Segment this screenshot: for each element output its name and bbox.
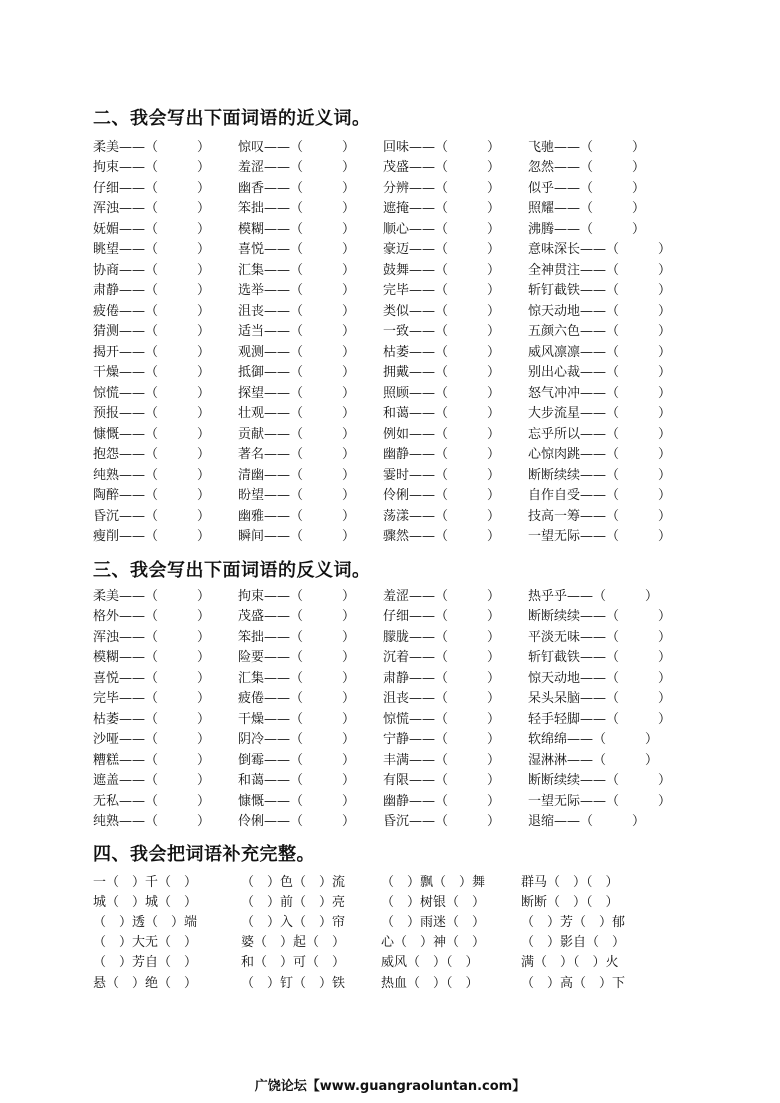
exercise-item: （ ）芳自（ ） (93, 955, 198, 971)
exercise-item: 枯萎——（ ） (93, 711, 211, 727)
exercise-item: 五颜六色——（ ） (528, 324, 672, 340)
exercise-item: 喜悦——（ ） (93, 670, 211, 686)
synonym-row (93, 422, 723, 443)
exercise-item: 惊天动地——（ ） (528, 303, 672, 319)
exercise-item: （ ）影自（ ） (521, 935, 626, 951)
exercise-item: 汇集——（ ） (238, 670, 356, 686)
exercise-item: 照顾——（ ） (383, 385, 501, 401)
exercise-item: 满（ ）（ ）火 (521, 955, 619, 971)
exercise-item: 霎时——（ ） (383, 467, 501, 483)
synonym-row (93, 381, 723, 402)
exercise-item: 技高一筹——（ ） (528, 508, 672, 524)
exercise-item: （ ）高（ ）下 (521, 975, 626, 991)
exercise-item: 贡献——（ ） (238, 426, 356, 442)
antonym-row (93, 707, 723, 728)
exercise-item: 壮观——（ ） (238, 406, 356, 422)
exercise-item: 一（ ）千（ ） (93, 874, 198, 890)
exercise-item: 预报——（ ） (93, 406, 211, 422)
exercise-item: 和蔼——（ ） (238, 773, 356, 789)
antonym-row (93, 605, 723, 626)
synonym-row (93, 279, 723, 300)
exercise-item: 似乎——（ ） (528, 180, 646, 196)
exercise-item: 忽然——（ ） (528, 160, 646, 176)
exercise-item: （ ）芳（ ）郁 (521, 914, 626, 930)
antonym-row (93, 748, 723, 769)
exercise-item: 飞驰——（ ） (528, 139, 646, 155)
exercise-item: 险要——（ ） (238, 650, 356, 666)
synonym-grid (93, 135, 723, 545)
exercise-item: 和蔼——（ ） (383, 406, 501, 422)
section-title-synonyms: 二、我会写出下面词语的近义词。 (93, 108, 371, 129)
synonym-row (93, 443, 723, 464)
synonym-row (93, 525, 723, 546)
exercise-item: 茂盛——（ ） (238, 609, 356, 625)
page-footer: 广饶论坛【www.guangraoluntan.com】 (254, 1079, 526, 1094)
exercise-item: 威风凛凛——（ ） (528, 344, 672, 360)
exercise-item: 类似——（ ） (383, 303, 501, 319)
exercise-item: 大步流星——（ ） (528, 406, 672, 422)
exercise-item: 照耀——（ ） (528, 201, 646, 217)
exercise-item: 阴冷——（ ） (238, 732, 356, 748)
exercise-item: 喜悦——（ ） (238, 242, 356, 258)
synonym-row (93, 484, 723, 505)
exercise-item: 茂盛——（ ） (383, 160, 501, 176)
exercise-item: 例如——（ ） (383, 426, 501, 442)
exercise-item: 羞涩——（ ） (238, 160, 356, 176)
exercise-item: 惊叹——（ ） (238, 139, 356, 155)
exercise-item: 清幽——（ ） (238, 467, 356, 483)
exercise-item: （ ）雨迷（ ） (381, 914, 486, 930)
synonym-row (93, 361, 723, 382)
exercise-item: 浑浊——（ ） (93, 201, 211, 217)
synonym-row (93, 156, 723, 177)
synonym-row (93, 463, 723, 484)
exercise-item: 城（ ）城（ ） (93, 894, 198, 910)
exercise-item: 伶俐——（ ） (238, 814, 356, 830)
exercise-item: 协商——（ ） (93, 262, 211, 278)
exercise-item: （ ）前（ ）亮 (241, 894, 346, 910)
exercise-item: 观测——（ ） (238, 344, 356, 360)
exercise-item: 退缩——（ ） (528, 814, 646, 830)
exercise-item: 惊慌——（ ） (93, 385, 211, 401)
exercise-item: 伶俐——（ ） (383, 488, 501, 504)
exercise-item: 呆头呆脑——（ ） (528, 691, 672, 707)
exercise-item: 丰满——（ ） (383, 752, 501, 768)
fill-in-row (93, 951, 693, 971)
exercise-item: 自作自受——（ ） (528, 488, 672, 504)
synonym-row (93, 299, 723, 320)
exercise-item: 心（ ）神（ ） (381, 935, 486, 951)
exercise-item: 遮掩——（ ） (383, 201, 501, 217)
exercise-item: 全神贯注——（ ） (528, 262, 672, 278)
exercise-item: 探望——（ ） (238, 385, 356, 401)
exercise-item: 拥戴——（ ） (383, 365, 501, 381)
exercise-item: （ ）入（ ）帘 (241, 914, 346, 930)
exercise-item: 斩钉截铁——（ ） (528, 650, 672, 666)
antonym-row (93, 769, 723, 790)
exercise-item: 仔细——（ ） (93, 180, 211, 196)
exercise-item: 婆（ ）起（ ） (241, 935, 346, 951)
exercise-item: 朦胧——（ ） (383, 629, 501, 645)
exercise-item: 慷慨——（ ） (238, 793, 356, 809)
exercise-item: 完毕——（ ） (93, 691, 211, 707)
synonym-row (93, 402, 723, 423)
antonym-row (93, 646, 723, 667)
fill-in-row (93, 931, 693, 951)
exercise-item: 幽雅——（ ） (238, 508, 356, 524)
exercise-item: 笨拙——（ ） (238, 201, 356, 217)
exercise-item: 鼓舞——（ ） (383, 262, 501, 278)
exercise-item: 拘束——（ ） (238, 588, 356, 604)
exercise-item: 猜测——（ ） (93, 324, 211, 340)
exercise-item: 倒霉——（ ） (238, 752, 356, 768)
exercise-item: （ ）树银（ ） (381, 894, 486, 910)
exercise-item: 断断续续——（ ） (528, 467, 672, 483)
exercise-item: 沸腾——（ ） (528, 221, 646, 237)
exercise-item: 轻手轻脚——（ ） (528, 711, 672, 727)
exercise-item: 沮丧——（ ） (238, 303, 356, 319)
exercise-item: 幽静——（ ） (383, 793, 501, 809)
exercise-item: 著名——（ ） (238, 447, 356, 463)
fill-in-row (93, 870, 693, 890)
synonym-row (93, 238, 723, 259)
exercise-item: 纯熟——（ ） (93, 467, 211, 483)
exercise-item: 热血（ ）（ ） (381, 975, 479, 991)
synonym-row (93, 320, 723, 341)
exercise-item: 忘乎所以——（ ） (528, 426, 672, 442)
exercise-item: （ ）大无（ ） (93, 935, 198, 951)
exercise-item: 怒气冲冲——（ ） (528, 385, 672, 401)
exercise-item: 仔细——（ ） (383, 609, 501, 625)
exercise-item: 枯萎——（ ） (383, 344, 501, 360)
exercise-item: 惊慌——（ ） (383, 711, 501, 727)
exercise-item: 肃静——（ ） (383, 670, 501, 686)
exercise-item: 心惊肉跳——（ ） (528, 447, 672, 463)
exercise-item: 威风（ ）（ ） (381, 955, 479, 971)
exercise-item: 断断续续——（ ） (528, 773, 672, 789)
synonym-row (93, 135, 723, 156)
synonym-row (93, 217, 723, 238)
section-title-fill-in: 四、我会把词语补充完整。 (93, 844, 315, 865)
exercise-item: 断断（ ）（ ） (521, 894, 619, 910)
exercise-item: （ ）钉（ ）铁 (241, 975, 346, 991)
exercise-item: 一望无际——（ ） (528, 529, 672, 545)
exercise-item: 幽香——（ ） (238, 180, 356, 196)
exercise-item: 昏沉——（ ） (93, 508, 211, 524)
exercise-item: 平淡无味——（ ） (528, 629, 672, 645)
exercise-item: 疲倦——（ ） (238, 691, 356, 707)
exercise-item: 完毕——（ ） (383, 283, 501, 299)
exercise-item: （ ）飘（ ）舞 (381, 874, 486, 890)
exercise-item: 回味——（ ） (383, 139, 501, 155)
antonym-row (93, 666, 723, 687)
antonym-grid (93, 584, 723, 830)
exercise-item: 柔美——（ ） (93, 588, 211, 604)
exercise-item: 热乎乎——（ ） (528, 588, 659, 604)
exercise-item: 模糊——（ ） (93, 650, 211, 666)
antonym-row (93, 810, 723, 831)
exercise-item: 斩钉截铁——（ ） (528, 283, 672, 299)
exercise-item: 抵御——（ ） (238, 365, 356, 381)
exercise-item: 别出心裁——（ ） (528, 365, 672, 381)
synonym-row (93, 258, 723, 279)
exercise-item: 一致——（ ） (383, 324, 501, 340)
antonym-row (93, 625, 723, 646)
exercise-item: 和（ ）可（ ） (241, 955, 346, 971)
exercise-item: 沉着——（ ） (383, 650, 501, 666)
exercise-item: 格外——（ ） (93, 609, 211, 625)
exercise-item: 柔美——（ ） (93, 139, 211, 155)
exercise-item: 有限——（ ） (383, 773, 501, 789)
exercise-item: 抱怨——（ ） (93, 447, 211, 463)
exercise-item: 糟糕——（ ） (93, 752, 211, 768)
exercise-item: 瘦削——（ ） (93, 529, 211, 545)
exercise-item: 无私——（ ） (93, 793, 211, 809)
fill-in-row (93, 890, 693, 910)
section-title-antonyms: 三、我会写出下面词语的反义词。 (93, 560, 371, 581)
fill-in-grid (93, 870, 693, 991)
exercise-item: 眺望——（ ） (93, 242, 211, 258)
exercise-item: 荡漾——（ ） (383, 508, 501, 524)
exercise-item: 选举——（ ） (238, 283, 356, 299)
exercise-item: 适当——（ ） (238, 324, 356, 340)
exercise-item: 揭开——（ ） (93, 344, 211, 360)
exercise-item: 盼望——（ ） (238, 488, 356, 504)
exercise-item: 纯熟——（ ） (93, 814, 211, 830)
exercise-item: 悬（ ）绝（ ） (93, 975, 198, 991)
exercise-item: （ ）透（ ）端 (93, 914, 198, 930)
exercise-item: 豪迈——（ ） (383, 242, 501, 258)
exercise-item: 分辨——（ ） (383, 180, 501, 196)
exercise-item: 群马（ ）（ ） (521, 874, 619, 890)
exercise-item: 遮盖——（ ） (93, 773, 211, 789)
exercise-item: （ ）色（ ）流 (241, 874, 346, 890)
antonym-row (93, 687, 723, 708)
exercise-item: 妩媚——（ ） (93, 221, 211, 237)
exercise-item: 一望无际——（ ） (528, 793, 672, 809)
fill-in-row (93, 971, 693, 991)
exercise-item: 浑浊——（ ） (93, 629, 211, 645)
synonym-row (93, 176, 723, 197)
exercise-item: 疲倦——（ ） (93, 303, 211, 319)
exercise-item: 断断续续——（ ） (528, 609, 672, 625)
fill-in-row (93, 910, 693, 930)
synonym-row (93, 504, 723, 525)
exercise-item: 意味深长——（ ） (528, 242, 672, 258)
antonym-row (93, 789, 723, 810)
exercise-item: 顺心——（ ） (383, 221, 501, 237)
exercise-item: 干燥——（ ） (93, 365, 211, 381)
exercise-item: 湿淋淋——（ ） (528, 752, 659, 768)
antonym-row (93, 728, 723, 749)
exercise-item: 幽静——（ ） (383, 447, 501, 463)
exercise-item: 羞涩——（ ） (383, 588, 501, 604)
exercise-item: 瞬间——（ ） (238, 529, 356, 545)
exercise-item: 沮丧——（ ） (383, 691, 501, 707)
exercise-item: 干燥——（ ） (238, 711, 356, 727)
exercise-item: 肃静——（ ） (93, 283, 211, 299)
synonym-row (93, 340, 723, 361)
exercise-item: 惊天动地——（ ） (528, 670, 672, 686)
exercise-item: 昏沉——（ ） (383, 814, 501, 830)
exercise-item: 沙哑——（ ） (93, 732, 211, 748)
exercise-item: 骤然——（ ） (383, 529, 501, 545)
exercise-item: 软绵绵——（ ） (528, 732, 659, 748)
exercise-item: 汇集——（ ） (238, 262, 356, 278)
exercise-item: 笨拙——（ ） (238, 629, 356, 645)
exercise-item: 宁静——（ ） (383, 732, 501, 748)
antonym-row (93, 584, 723, 605)
exercise-item: 模糊——（ ） (238, 221, 356, 237)
exercise-item: 拘束——（ ） (93, 160, 211, 176)
synonym-row (93, 197, 723, 218)
exercise-item: 陶醉——（ ） (93, 488, 211, 504)
exercise-item: 慷慨——（ ） (93, 426, 211, 442)
